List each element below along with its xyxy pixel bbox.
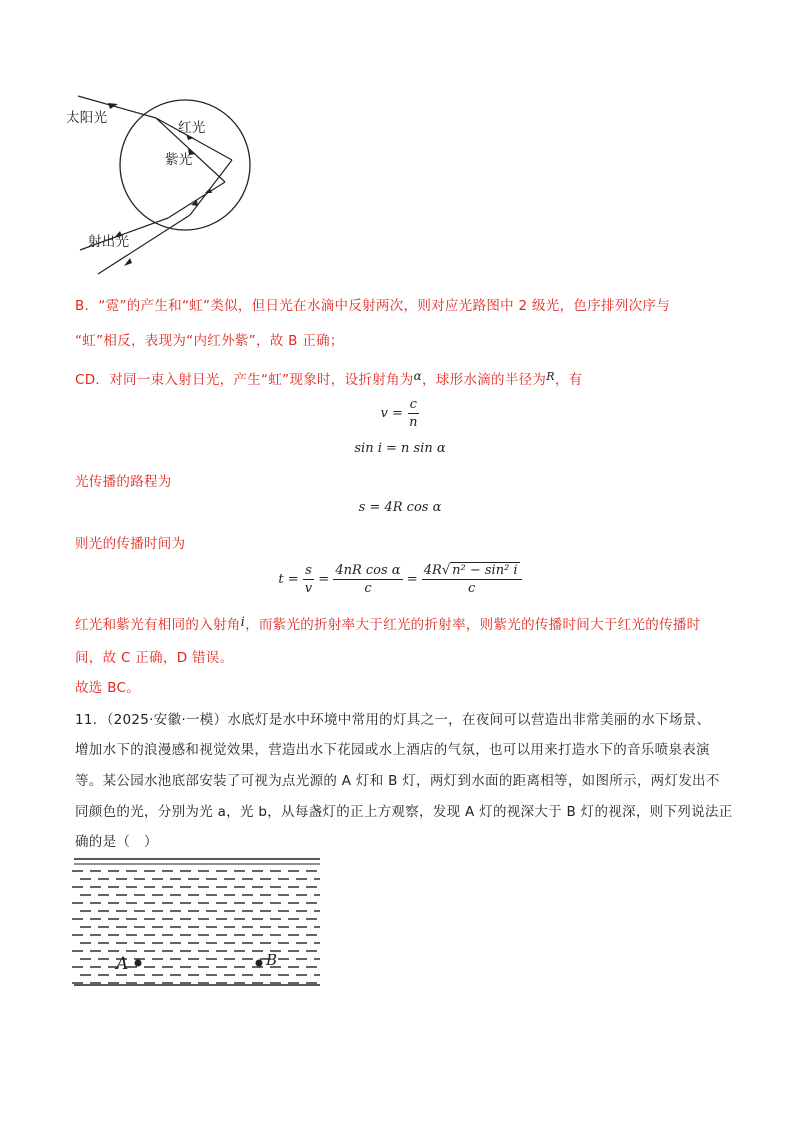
equation-snell: sin i = n sin α xyxy=(354,441,446,456)
eq4-f3-num-root: n² − sin² i xyxy=(452,563,518,578)
incidence-symbol: i xyxy=(240,615,246,630)
question11-line4: 同颜色的光，分别为光 a，光 b，从每盏灯的正上方观察，发现 A 灯的视深大于 B 灯的视深，则下列说法正 xyxy=(75,804,733,820)
conclusion-line2: 间，故 C 正确，D 错误。 xyxy=(75,650,234,666)
lamp-a-dot xyxy=(135,960,142,967)
eq4-f3-denominator: c xyxy=(468,581,476,596)
eq4-f2-numerator: 4nR cos α xyxy=(335,563,401,578)
label-violet-light: 紫光 xyxy=(165,152,193,168)
eq4-equals-1: = xyxy=(318,572,330,587)
pool-diagram xyxy=(70,855,325,990)
radius-symbol: R xyxy=(546,370,555,383)
question11-line2: 增加水下的浪漫感和视觉效果，营造出水下花园或水上酒店的气氛，也可以用来打造水下的音乐喷泉表演 xyxy=(75,742,710,758)
label-lamp-a: A xyxy=(116,954,129,974)
cd-text-b: ，球形水滴的半径为 xyxy=(422,372,547,388)
cd-text-c: ，有 xyxy=(554,372,583,388)
eq4-fraction-3 xyxy=(422,562,522,597)
conc-text-a: 红光和紫光有相同的入射角 xyxy=(75,617,241,633)
eq4-f3-numerator xyxy=(422,562,522,580)
question11-line1: 11．（2025·安徽·一模）水底灯是水中环境中常用的灯具之一，在夜间可以营造出非常美丽的水下场景、 xyxy=(75,712,711,728)
eq1-lhs: v = xyxy=(380,406,403,421)
eq1-numerator: c xyxy=(409,397,417,412)
eq4-f2-denominator: c xyxy=(364,581,372,596)
answer-line: 故选 BC。 xyxy=(75,680,141,696)
lamp-b-dot xyxy=(256,960,263,967)
eq4-fraction-1 xyxy=(303,562,314,597)
label-red-light: 红光 xyxy=(178,120,206,136)
eq1-fraction xyxy=(407,396,419,431)
conclusion-line1 xyxy=(75,613,700,635)
path-label: 光传播的路程为 xyxy=(75,474,172,490)
equation-time xyxy=(0,562,800,597)
equation-velocity xyxy=(0,396,800,431)
sqrt-icon: √ xyxy=(441,563,451,578)
alpha-symbol: α xyxy=(413,369,423,383)
option-b-line1: B．“霓”的产生和“虹”类似，但日光在水滴中反射两次，则对应光路图中 2 级光，色序排列次序与 xyxy=(75,298,671,314)
eq4-equals-2: = xyxy=(406,572,418,587)
eq4-f1-denominator: v xyxy=(304,581,313,596)
cd-text-a: CD．对同一束入射日光，产生“虹”现象时，设折射角为 xyxy=(75,372,414,388)
question11-line3: 等。某公园水池底部安装了可视为点光源的 A 灯和 B 灯，两灯到水面的距离相等，如图所示，两灯发出不 xyxy=(75,773,720,789)
eq4-lhs: t = xyxy=(278,572,299,587)
option-cd-line xyxy=(75,366,582,390)
option-b-line2: “虹”相反，表现为“内红外紫”，故 B 正确； xyxy=(75,333,344,349)
time-label: 则光的传播时间为 xyxy=(75,536,186,552)
label-lamp-b: B xyxy=(266,951,278,969)
eq4-f3-num-pre: 4R xyxy=(423,563,442,578)
eq1-denominator: n xyxy=(409,415,418,430)
equation-path: s = 4R cos α xyxy=(358,500,442,515)
label-sunlight: 太阳光 xyxy=(66,110,108,126)
conc-text-b: ，而紫光的折射率大于红光的折射率，则紫光的传播时间大于红光的传播时 xyxy=(245,617,701,633)
eq4-f1-numerator: s xyxy=(305,563,312,578)
eq4-fraction-2 xyxy=(333,562,402,597)
label-outgoing-light: 射出光 xyxy=(88,234,130,250)
question11-line5: 确的是（ ） xyxy=(75,834,158,850)
